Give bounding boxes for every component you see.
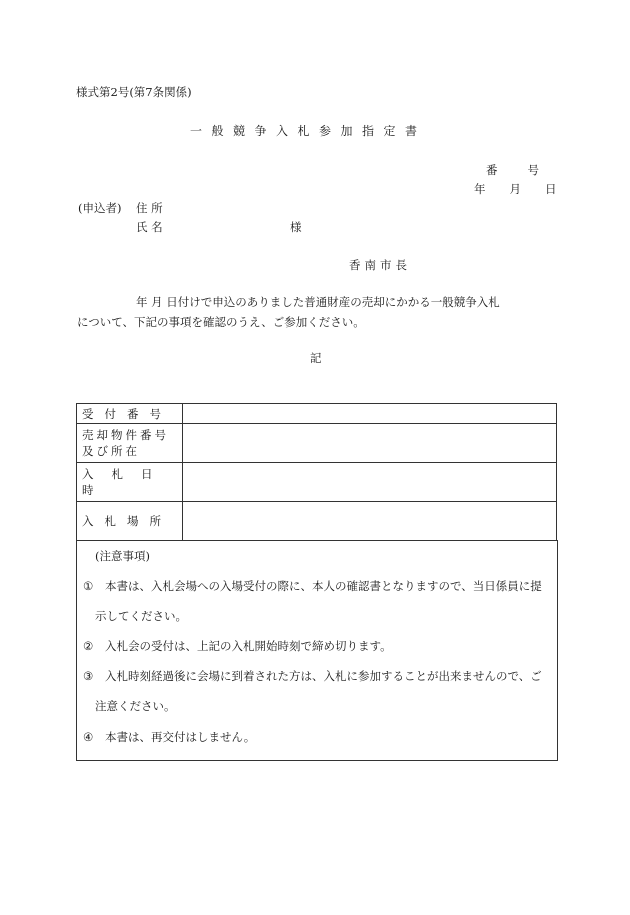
notes-heading: (注意事項) bbox=[95, 549, 150, 563]
honorific-label: 様 bbox=[290, 220, 302, 234]
note-marker: ② bbox=[83, 639, 94, 653]
note-text-continuation: 示してください。 bbox=[95, 609, 187, 623]
year-label: 年 bbox=[474, 182, 486, 196]
note-item bbox=[83, 578, 542, 594]
issuer-label: 香南市長 bbox=[349, 258, 411, 272]
info-table bbox=[76, 403, 557, 541]
name-label: 氏 名 bbox=[136, 220, 163, 234]
note-text: 本書は、再交付はしません。 bbox=[105, 730, 256, 744]
note-item bbox=[83, 668, 542, 684]
note-item bbox=[83, 729, 255, 745]
table-row bbox=[77, 463, 557, 502]
note-marker: ① bbox=[83, 579, 94, 593]
receipt-number-value[interactable] bbox=[183, 404, 557, 424]
property-number-label: 売却物件番号 及び所在 bbox=[77, 424, 183, 463]
ki-label: 記 bbox=[310, 351, 322, 365]
day-label: 日 bbox=[545, 182, 557, 196]
notes-box bbox=[76, 540, 558, 761]
form-reference: 様式第2号(第7条関係) bbox=[76, 85, 192, 99]
document-title: 一般競争入札参加指定書 bbox=[190, 124, 427, 138]
property-number-value[interactable] bbox=[183, 424, 557, 463]
month-label: 月 bbox=[509, 182, 521, 196]
bid-location-label: 入札場所 bbox=[77, 502, 183, 541]
body-text-line-2: について、下記の事項を確認のうえ、ご参加ください。 bbox=[77, 315, 365, 329]
note-marker: ③ bbox=[83, 669, 94, 683]
table-row bbox=[77, 424, 557, 463]
address-label: 住 所 bbox=[136, 201, 163, 215]
bid-location-value[interactable] bbox=[183, 502, 557, 541]
body-text-line-1: 年 月 日付けで申込のありました普通財産の売却にかかる一般競争入札 bbox=[136, 295, 500, 309]
number-label: 番号 bbox=[486, 163, 569, 177]
receipt-number-label: 受付番号 bbox=[77, 404, 183, 424]
note-text: 入札時刻経過後に会場に到着された方は、入札に参加することが出来ませんので、ご bbox=[105, 669, 542, 683]
table-row bbox=[77, 502, 557, 541]
note-text-continuation: 注意ください。 bbox=[95, 699, 176, 713]
table-row bbox=[77, 404, 557, 424]
bid-datetime-value[interactable] bbox=[183, 463, 557, 502]
date-line bbox=[474, 181, 557, 197]
applicant-label: (申込者) bbox=[78, 201, 122, 215]
note-text: 本書は、入札会場への入場受付の際に、本人の確認書となりますので、当日係員に提 bbox=[105, 579, 542, 593]
note-marker: ④ bbox=[83, 730, 94, 744]
bid-datetime-label: 入札日時 bbox=[77, 463, 183, 502]
note-item bbox=[83, 638, 392, 654]
note-text: 入札会の受付は、上記の入札開始時刻で締め切ります。 bbox=[105, 639, 392, 653]
